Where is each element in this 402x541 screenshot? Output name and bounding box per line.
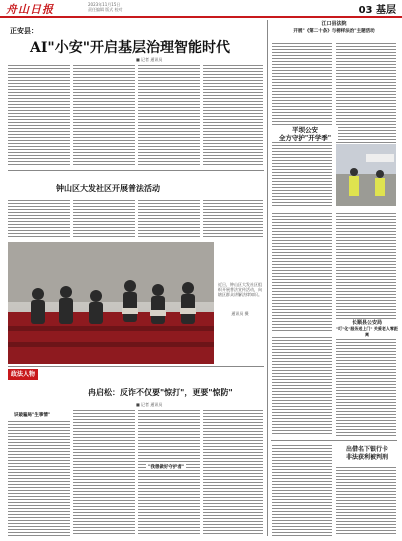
- masthead-date: 2023年11月15日: [88, 2, 121, 7]
- lead-kicker: 正安县：: [10, 27, 38, 35]
- right-story3-headline: [336, 320, 398, 338]
- page-label: 03 基层: [358, 5, 396, 16]
- story2-text-col-4: [203, 199, 263, 237]
- divider: [8, 170, 264, 171]
- right-story2-headline-line1: 平坝公安: [292, 126, 318, 134]
- feature-byline: ■ 记者 通讯员: [136, 402, 163, 407]
- right-story4-text-col-2: [336, 466, 396, 536]
- newspaper-logo: 舟山日报: [6, 3, 54, 16]
- right-story4-headline: [336, 446, 398, 462]
- masthead-meta: [88, 2, 123, 12]
- right-story3-headline-line1: 长顺县公安局: [351, 320, 382, 326]
- lead-text-col-2: [73, 64, 135, 166]
- lead-byline: ■ 记者 通讯员: [136, 57, 163, 62]
- feature-subhead: 识破骗局"生事情": [14, 413, 51, 418]
- feature-text-col-1: [8, 420, 70, 536]
- story2-text-col-3: [138, 199, 200, 237]
- right-story4-text-col-1: [272, 444, 332, 536]
- lead-text-col-3: [138, 64, 200, 166]
- event-photo-illustration: [8, 242, 214, 364]
- right-story1-text-col-1: [272, 42, 332, 166]
- lead-text-col-1: [8, 64, 70, 166]
- right-story3-headline-line2: "叮"化"服务送上门" 关爱老人零距离: [336, 326, 398, 337]
- right-story3-text-col-4: [336, 338, 396, 436]
- lead-text-col-4: [203, 64, 263, 166]
- photo-caption: [218, 282, 262, 316]
- traffic-police-illustration: [336, 144, 396, 206]
- masthead-editors: 责任编辑 版式 校对: [88, 7, 123, 12]
- feature-headline: 冉启松：反诈不仅要"惊打"，更要"惊防": [88, 387, 233, 397]
- right-story3-text-col-3: [272, 336, 332, 436]
- right-story4-headline-line2: 非法获利被判刑: [345, 454, 388, 461]
- feature-text-col-3: [138, 409, 200, 536]
- section-tag: 政法人物: [8, 369, 38, 380]
- right-story3-text-col-2: [336, 212, 396, 320]
- event-photo: [8, 242, 214, 364]
- feature-text-col-4: [203, 409, 263, 536]
- right-story4-headline-line1: 出借名下银行卡: [345, 446, 388, 453]
- feature-text-col-2: [73, 409, 135, 536]
- story2-headline: 钟山区大发社区开展普法活动: [56, 183, 160, 193]
- traffic-police-photo: [336, 144, 396, 206]
- right-story3-text-col-1: [272, 212, 332, 332]
- column-divider: [267, 20, 268, 536]
- masthead: [0, 0, 402, 18]
- story2-text-col-2: [73, 199, 135, 237]
- right-story2-headline: [272, 126, 338, 142]
- divider: [271, 440, 397, 441]
- right-story2-headline-line2: 全方守护"开学季": [278, 134, 332, 142]
- right-story1-headline: 开展"《第二十条》与榜样法治"主题活动: [293, 29, 375, 34]
- photo-caption-credit: 通讯员 摄: [231, 311, 249, 316]
- story2-text-col-1: [8, 199, 70, 237]
- photo-caption-text: 近日，钟山区大发社区组织开展普法宣传活动，向辖区群众讲解法律知识。: [218, 282, 262, 297]
- divider: [8, 366, 264, 367]
- right-story1-kicker: 江口县法院: [321, 21, 347, 27]
- right-story2-text: [272, 150, 332, 206]
- lead-headline: AI"小安"开启基层治理智能时代: [30, 40, 230, 56]
- feature-subhead: "我想做好守护者": [148, 465, 185, 470]
